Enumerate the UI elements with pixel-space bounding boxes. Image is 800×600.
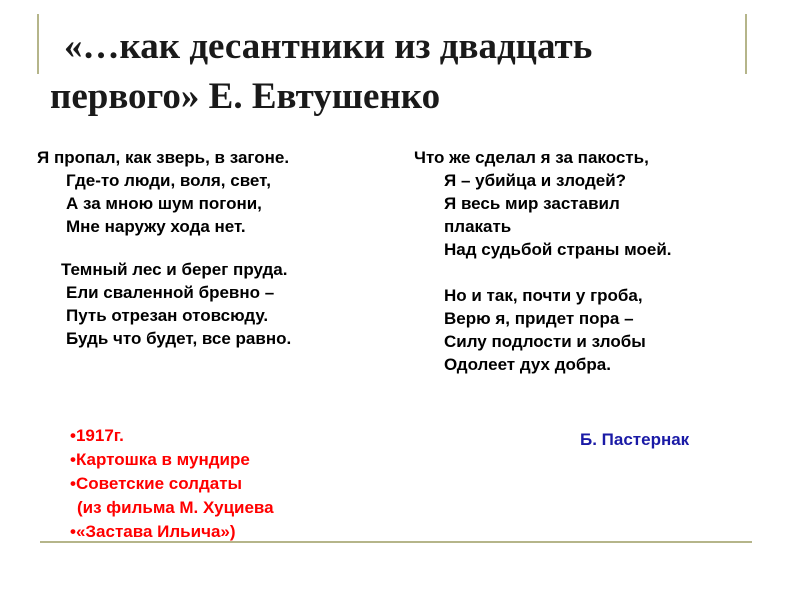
poem-line: Что же сделал я за пакость, [414, 148, 649, 167]
poem-line: Но и так, почти у гроба, [444, 286, 643, 305]
poem-line: Верю я, придет пора – [444, 309, 634, 328]
poem-line: Мне наружу хода нет. [66, 217, 246, 236]
list-item: (из фильма М. Хуциева [77, 498, 274, 517]
right-poem-stanza-1 [414, 146, 672, 261]
poem-line: Где-то люди, воля, свет, [66, 171, 271, 190]
left-poem-stanza-2 [61, 258, 291, 350]
left-poem-stanza-1 [37, 146, 289, 238]
list-item: •«Застава Ильича») [70, 522, 236, 541]
poem-line: плакать [444, 217, 512, 236]
poem-line: Я – убийца и злодей? [444, 171, 627, 190]
right-poem-stanza-2 [444, 284, 646, 376]
poem-line: Одолеет дух добра. [444, 355, 611, 374]
poem-line: Я весь мир заставил [444, 194, 620, 213]
poem-line: Темный лес и берег пруда. [61, 260, 288, 279]
list-item: •1917г. [70, 426, 124, 445]
poem-line: Над судьбой страны моей. [444, 240, 672, 259]
list-item: •Картошка в мундире [70, 450, 250, 469]
poem-line: Ели сваленной бревно – [66, 283, 275, 302]
title-line-2: первого» Е. Евтушенко [50, 76, 441, 117]
slide-title [50, 22, 750, 122]
list-item: •Советские солдаты [70, 474, 243, 493]
title-line-1: «…как десантники из двадцать [64, 26, 593, 67]
poem-line: Путь отрезан отовсюду. [66, 306, 269, 325]
film-list [70, 424, 274, 544]
poem-line: А за мною шум погони, [66, 194, 262, 213]
author-label: Б. Пастернак [580, 430, 690, 449]
poem-line: Будь что будет, все равно. [66, 329, 292, 348]
poem-line: Силу подлости и злобы [444, 332, 646, 351]
poem-line: Я пропал, как зверь, в загоне. [37, 148, 290, 167]
left-vertical-rule [37, 14, 39, 74]
